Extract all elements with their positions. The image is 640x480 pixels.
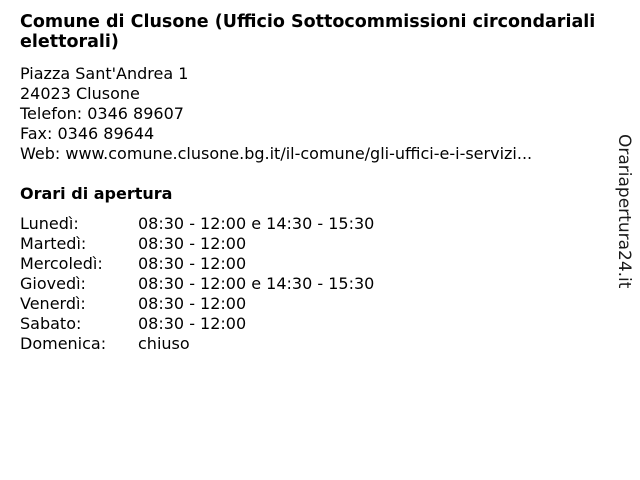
hours-time: 08:30 - 12:00 bbox=[138, 234, 247, 253]
watermark-text: Orariapertura24.it bbox=[614, 134, 634, 289]
website-url: Web: www.comune.clusone.bg.it/il-comune/gli-uffici-e-i-servizi... bbox=[20, 144, 533, 163]
phone-number: Telefon: 0346 89607 bbox=[20, 104, 184, 123]
opening-hours-heading: Orari di apertura bbox=[20, 184, 173, 203]
hours-day: Sabato: bbox=[20, 314, 82, 333]
address-city: 24023 Clusone bbox=[20, 84, 140, 103]
fax-number: Fax: 0346 89644 bbox=[20, 124, 155, 143]
hours-time: 08:30 - 12:00 e 14:30 - 15:30 bbox=[138, 274, 375, 293]
hours-time: chiuso bbox=[138, 334, 190, 353]
hours-day: Mercoledì: bbox=[20, 254, 103, 273]
watermark bbox=[611, 134, 637, 310]
hours-day: Venerdì: bbox=[20, 294, 86, 313]
hours-day: Lunedì: bbox=[20, 214, 79, 233]
hours-day: Martedì: bbox=[20, 234, 87, 253]
hours-time: 08:30 - 12:00 bbox=[138, 294, 247, 313]
hours-day: Giovedì: bbox=[20, 274, 86, 293]
hours-time: 08:30 - 12:00 bbox=[138, 254, 247, 273]
address-street: Piazza Sant'Andrea 1 bbox=[20, 64, 189, 83]
address-block bbox=[20, 64, 532, 164]
hours-day: Domenica: bbox=[20, 334, 107, 353]
hours-time: 08:30 - 12:00 bbox=[138, 314, 247, 333]
hours-time: 08:30 - 12:00 e 14:30 - 15:30 bbox=[138, 214, 375, 233]
page-title: Comune di Clusone (Ufficio Sottocommissioni circondariali elettorali) bbox=[20, 12, 596, 52]
